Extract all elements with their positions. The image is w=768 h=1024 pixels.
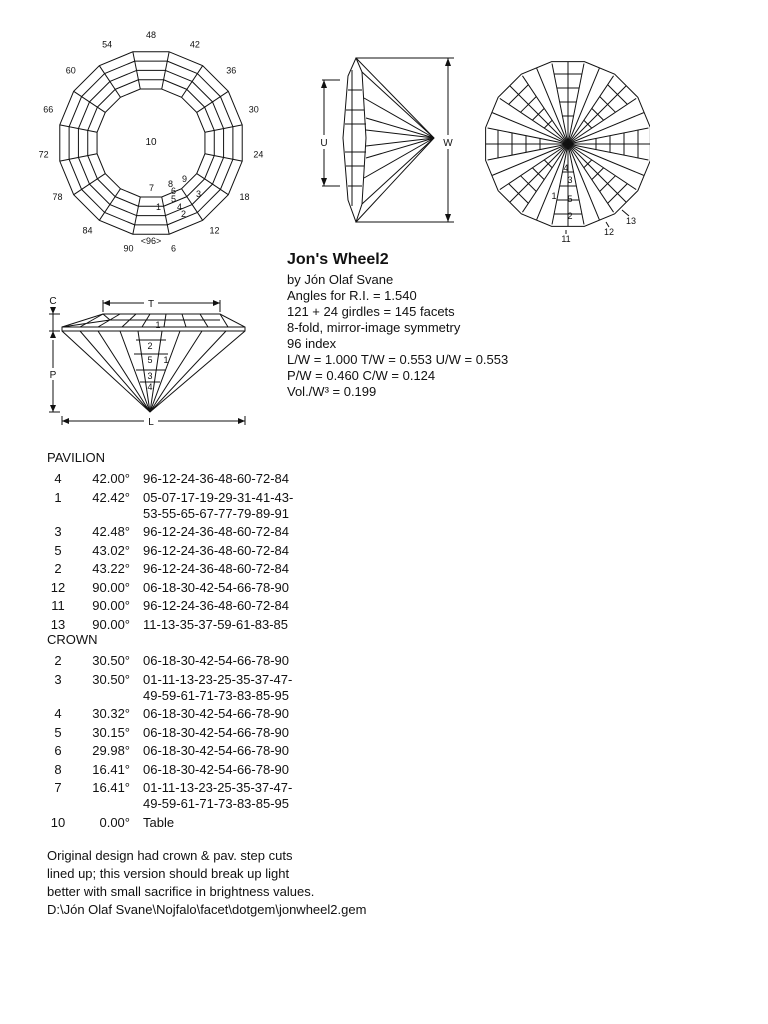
step-line bbox=[167, 61, 197, 73]
facet-angle: 16.41° bbox=[92, 780, 130, 795]
facet-index: 06-18-30-42-54-66-78-90 bbox=[143, 724, 289, 740]
step-line bbox=[88, 156, 98, 179]
crown-facet-label: 6 bbox=[171, 186, 177, 196]
table-row bbox=[0, 743, 400, 759]
profile-facet-label: 1 bbox=[163, 355, 169, 365]
crown-gear-label: <96> bbox=[140, 236, 162, 246]
design-info-line: Vol./W³ = 0.199 bbox=[287, 384, 377, 399]
crown-facet-label: 3 bbox=[196, 189, 202, 199]
index-label: 42 bbox=[189, 39, 200, 50]
pavilion-heading: PAVILION bbox=[47, 450, 106, 465]
l-label: L bbox=[148, 417, 154, 428]
facet-number: 4 bbox=[54, 706, 62, 721]
facet-number: 2 bbox=[54, 653, 62, 668]
facet-number: 5 bbox=[54, 724, 62, 740]
facet-number: 5 bbox=[54, 542, 62, 558]
facet-index: 53-55-65-67-77-79-89-91 bbox=[143, 505, 289, 521]
step-line bbox=[69, 97, 81, 127]
pavilion-facet-label: 13 bbox=[625, 216, 637, 226]
facet-number: 11 bbox=[51, 598, 65, 613]
table-row bbox=[0, 762, 400, 778]
side-view bbox=[310, 50, 470, 230]
design-info-line: 121 + 24 girdles = 145 facets bbox=[287, 304, 455, 319]
index-label: 30 bbox=[248, 104, 259, 115]
profile-crown-lines bbox=[62, 314, 228, 327]
facet-number: 2 bbox=[54, 561, 62, 576]
index-label: 54 bbox=[102, 39, 113, 50]
index-label: 84 bbox=[82, 225, 93, 236]
facet-index: 96-12-24-36-48-60-72-84 bbox=[143, 561, 289, 576]
step-line bbox=[220, 97, 232, 127]
pavilion-facet-labels bbox=[551, 163, 636, 244]
step-line bbox=[78, 157, 89, 184]
profile-facet-label: 1 bbox=[155, 320, 161, 330]
design-info-line: 8-fold, mirror-image symmetry bbox=[287, 320, 461, 335]
facet-number: 6 bbox=[54, 743, 62, 758]
step-line bbox=[164, 80, 187, 90]
table-row bbox=[0, 561, 400, 577]
step-line bbox=[220, 159, 232, 189]
profile-view bbox=[40, 290, 260, 430]
facet-number: 7 bbox=[54, 780, 62, 795]
side-u-dimension bbox=[322, 80, 340, 186]
t-label: T bbox=[147, 299, 155, 310]
design-info-line: Angles for R.I. = 1.540 bbox=[287, 288, 417, 303]
u-label: U bbox=[320, 138, 328, 149]
pavilion-view bbox=[480, 60, 650, 250]
step-line bbox=[89, 184, 109, 204]
table-row bbox=[0, 471, 400, 487]
step-line bbox=[110, 70, 137, 81]
step-line bbox=[205, 107, 215, 130]
index-label: 78 bbox=[52, 192, 63, 202]
facet-number: 3 bbox=[54, 524, 62, 539]
profile-facet-label: 5 bbox=[147, 355, 153, 365]
table-row bbox=[0, 617, 400, 633]
crown-facet-label: 9 bbox=[182, 174, 188, 184]
pavilion-facet-label: 4 bbox=[563, 163, 569, 173]
facet-index: 49-59-61-71-73-83-85-95 bbox=[143, 687, 289, 703]
index-label: 90 bbox=[123, 243, 134, 254]
step-line bbox=[115, 80, 138, 90]
pavilion-facet-label: 12 bbox=[603, 227, 615, 237]
facet-index: 01-11-13-23-25-35-37-47- bbox=[143, 671, 293, 687]
table-row bbox=[0, 725, 400, 741]
facet-angle: 30.50° bbox=[92, 671, 130, 687]
pavilion-facet-label: 1 bbox=[551, 191, 557, 201]
design-notes bbox=[47, 847, 366, 919]
facet-angle: 90.00° bbox=[92, 616, 130, 632]
profile-girdle bbox=[62, 327, 245, 331]
crown-facet-label: 8 bbox=[168, 179, 174, 189]
step-line bbox=[213, 157, 224, 184]
design-info-line: L/W = 1.000 T/W = 0.553 U/W = 0.553 bbox=[287, 352, 509, 367]
facet-angle: 90.00° bbox=[92, 579, 130, 595]
facet-angle: 29.98° bbox=[92, 743, 130, 758]
facet-angle: 42.42° bbox=[92, 489, 130, 505]
facet-number: 3 bbox=[54, 671, 62, 687]
index-label: 36 bbox=[226, 65, 237, 76]
facet-edge bbox=[99, 66, 120, 98]
step-line bbox=[187, 89, 205, 107]
facet-index: 06-18-30-42-54-66-78-90 bbox=[143, 653, 289, 668]
table-row bbox=[0, 490, 400, 522]
facet-number: 12 bbox=[50, 579, 66, 595]
step-line bbox=[82, 189, 105, 212]
index-label: 72 bbox=[38, 149, 49, 160]
step-line bbox=[105, 61, 135, 73]
facet-index: 96-12-24-36-48-60-72-84 bbox=[143, 471, 289, 486]
side-w-dimension bbox=[356, 58, 454, 222]
step-line bbox=[69, 159, 81, 189]
step-line bbox=[115, 197, 138, 207]
facet-index: 05-07-17-19-29-31-41-43- bbox=[143, 489, 294, 505]
facet-index: 11-13-35-37-59-61-83-85 bbox=[143, 616, 289, 632]
side-girdle bbox=[356, 58, 366, 222]
facet-angle: 42.48° bbox=[92, 524, 130, 539]
facet-number: 4 bbox=[54, 471, 62, 486]
table-row bbox=[0, 598, 400, 614]
note-line: lined up; this version should break up light bbox=[47, 866, 290, 881]
note-line: Original design had crown & pav. step cuts bbox=[47, 848, 293, 863]
design-info-line: P/W = 0.460 C/W = 0.124 bbox=[287, 368, 436, 383]
step-line bbox=[97, 89, 115, 107]
facet-index: 06-18-30-42-54-66-78-90 bbox=[143, 579, 289, 595]
crown-facet-label: 5 bbox=[171, 194, 177, 204]
profile-facet-label: 4 bbox=[147, 382, 153, 392]
w-label: W bbox=[443, 138, 453, 149]
pavilion-facet-label: 5 bbox=[567, 194, 573, 204]
facet-index: 06-18-30-42-54-66-78-90 bbox=[143, 743, 289, 758]
facet-number: 13 bbox=[50, 616, 66, 632]
design-title: Jon's Wheel2 bbox=[287, 251, 389, 268]
step-line bbox=[110, 205, 137, 216]
step-line bbox=[82, 74, 105, 97]
step-line bbox=[78, 102, 89, 129]
table-row bbox=[0, 543, 400, 559]
index-label: 48 bbox=[145, 30, 157, 40]
pavilion-facet-label: 3 bbox=[567, 175, 573, 185]
facet-angle: 42.00° bbox=[92, 471, 130, 486]
step-line bbox=[97, 179, 115, 197]
crown-heading: CROWN bbox=[47, 632, 98, 647]
index-label: 18 bbox=[239, 192, 250, 202]
design-info bbox=[287, 272, 508, 400]
facet-angle: 43.22° bbox=[92, 561, 130, 576]
step-line bbox=[105, 212, 135, 224]
crown-facet-label: 7 bbox=[149, 183, 155, 193]
profile-facet-label: 2 bbox=[147, 341, 153, 351]
facet-angle: 30.15° bbox=[92, 724, 130, 740]
facet-index: 96-12-24-36-48-60-72-84 bbox=[143, 524, 289, 539]
facet-index: 49-59-61-71-73-83-85-95 bbox=[143, 796, 289, 811]
table-row bbox=[0, 524, 400, 540]
table-row bbox=[0, 580, 400, 596]
crown-facet-label: 2 bbox=[181, 209, 187, 219]
facet-angle: 30.50° bbox=[92, 653, 130, 668]
step-line bbox=[165, 70, 192, 81]
table-row bbox=[0, 706, 400, 722]
table-row bbox=[0, 780, 400, 812]
facet-angle: 90.00° bbox=[92, 598, 130, 613]
facet-number: 10 bbox=[50, 814, 66, 830]
note-line: D:\Jón Olaf Svane\Nojfalo\facet\dotgem\jonwheel2.gem bbox=[47, 902, 367, 917]
facet-index: 01-11-13-23-25-35-37-47- bbox=[143, 780, 293, 795]
crown-facet-label: 4 bbox=[177, 202, 183, 212]
facet-index: 06-18-30-42-54-66-78-90 bbox=[143, 761, 289, 777]
profile-outline bbox=[62, 314, 245, 412]
index-label: 66 bbox=[43, 104, 54, 115]
crown-top-view bbox=[30, 30, 280, 255]
c-label: C bbox=[49, 296, 57, 307]
facet-index: 96-12-24-36-48-60-72-84 bbox=[143, 542, 289, 558]
note-line: better with small sacrifice in brightness values. bbox=[47, 884, 315, 899]
facet-edge bbox=[74, 174, 106, 195]
facet-index: 06-18-30-42-54-66-78-90 bbox=[143, 706, 289, 721]
facet-number: 1 bbox=[54, 489, 62, 505]
facet-angle: 30.32° bbox=[92, 706, 130, 721]
crown-facet-label: 1 bbox=[156, 202, 162, 212]
step-line bbox=[197, 74, 220, 97]
index-label: 6 bbox=[170, 243, 176, 254]
profile-facet-label: 3 bbox=[147, 371, 153, 381]
side-pavilion-lines bbox=[362, 72, 434, 204]
index-label: 60 bbox=[65, 65, 76, 76]
facet-number: 8 bbox=[54, 761, 62, 777]
crown-table-label: 10 bbox=[145, 137, 157, 148]
facet-index: Table bbox=[143, 814, 175, 830]
index-label: 12 bbox=[209, 225, 220, 236]
step-line bbox=[213, 102, 224, 129]
facet-index: 96-12-24-36-48-60-72-84 bbox=[143, 598, 289, 613]
facet-angle: 0.00° bbox=[99, 814, 130, 830]
table-row bbox=[0, 653, 400, 669]
p-label: P bbox=[49, 370, 57, 381]
step-line bbox=[88, 107, 98, 130]
design-info-line: 96 index bbox=[287, 336, 337, 351]
pavilion-facet-label: 11 bbox=[561, 234, 571, 244]
profile-pavilion-lines bbox=[80, 331, 226, 412]
index-label: 24 bbox=[253, 149, 264, 160]
table-row bbox=[0, 672, 400, 704]
step-line bbox=[89, 81, 109, 101]
facet-angle: 43.02° bbox=[92, 542, 130, 558]
step-line bbox=[205, 156, 215, 179]
facet-angle: 16.41° bbox=[92, 761, 130, 777]
table-row bbox=[0, 815, 400, 831]
design-info-line: by Jón Olaf Svane bbox=[287, 272, 394, 287]
pavilion-facet-label: 2 bbox=[567, 211, 573, 221]
step-line bbox=[192, 81, 212, 101]
